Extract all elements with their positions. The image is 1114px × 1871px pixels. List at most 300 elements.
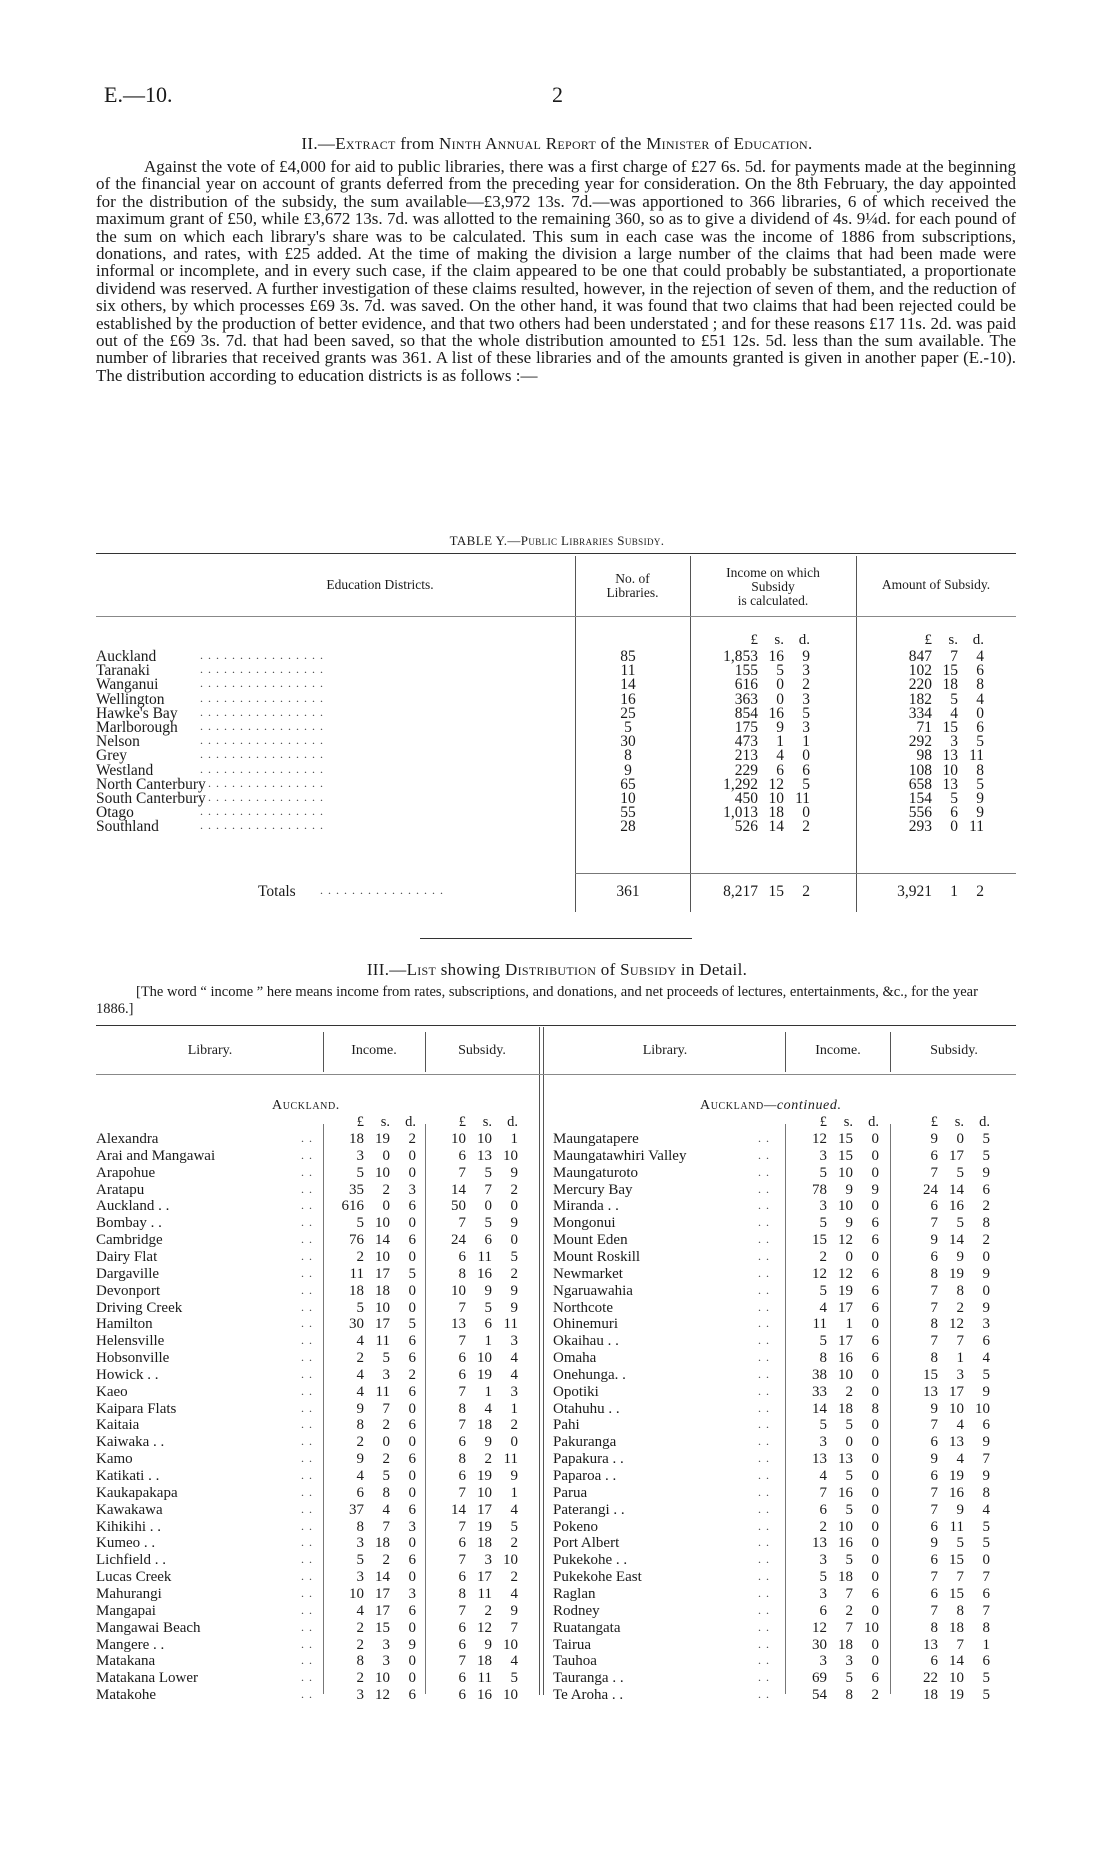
leader-dots: . . [758,1552,770,1567]
subsidy-amount: 24 6 0 [451,1232,518,1249]
library-row [96,1502,522,1519]
library-row [553,1417,994,1434]
library-row [96,1316,522,1333]
subsidy-amount: 6 11 5 [930,1518,990,1535]
library-row [96,1485,522,1502]
library-name: Newmarket [553,1265,623,1282]
leader-dots: . . . . . . . . . . . . . . . . [200,690,324,705]
leader-dots: . . [758,1670,770,1685]
subsidy-amount: 6 17 2 [458,1569,518,1586]
income-amount: 3 18 0 [356,1535,416,1552]
leader-dots: . . [758,1501,770,1516]
library-row [96,1300,522,1317]
leader-dots: . . . . . . . . . . . . . . . . [200,747,324,762]
library-count: 14 [620,676,636,694]
subsidy-amount: 8 1 4 [930,1350,990,1367]
library-row [553,1401,994,1418]
leader-dots: . . . . . . . . . . . . . . . . [200,818,324,833]
library-name: Matakohe [96,1687,156,1704]
subsidy-amount: 102 15 6 [908,662,984,680]
library-name: Maungatawhiri Valley [553,1147,687,1164]
income-amount: 15 12 6 [812,1232,879,1249]
library-name: Raglan [553,1585,596,1602]
income-amount: 363 0 3 [734,690,810,708]
library-row [553,1232,994,1249]
library-row [553,1485,994,1502]
leader-dots: . . [758,1535,770,1550]
income-amount: 37 4 6 [349,1501,416,1518]
table-3-left-income-units: £ s. d. [356,1114,416,1130]
leader-dots: . . [301,1131,313,1145]
library-name: Mount Eden [553,1232,628,1249]
leader-dots: . . [301,1569,313,1584]
leader-dots: . . [758,1602,770,1617]
income-amount: 5 10 0 [356,1164,416,1181]
income-amount: 8 3 0 [356,1653,416,1670]
library-row [96,1401,522,1418]
library-name: Aratapu [96,1181,145,1198]
district-name: North Canterbury [96,775,206,793]
library-row [96,1165,522,1182]
income-amount: 8 2 6 [356,1417,416,1434]
subsidy-amount: 13 17 9 [923,1383,990,1400]
income-amount: 4 5 0 [819,1468,879,1484]
subsidy-amount: 8 19 9 [930,1265,990,1282]
leader-dots: . . [758,1147,770,1162]
table-3-head-rule [96,1074,1016,1075]
library-name: Tauhoa [553,1653,597,1670]
table-3-left-subsidy-units: £ s. d. [458,1114,518,1130]
library-name: Ohinemuri [553,1316,618,1333]
library-row [96,1333,522,1350]
library-name: Tauranga . . [553,1670,624,1687]
district-name: Southland [96,818,159,836]
library-row [553,1384,994,1401]
district-name: Taranaki [96,662,150,680]
leader-dots: . . [758,1232,770,1247]
library-row [553,1637,994,1654]
leader-dots: . . . . . . . . . . . . . . . . [200,648,324,662]
leader-dots: . . [301,1215,313,1230]
library-row [96,1586,522,1603]
library-name: Devonport [96,1282,161,1299]
subsidy-amount: 18 19 5 [923,1687,990,1704]
library-row [96,1367,522,1384]
income-amount: 6 2 0 [819,1602,879,1619]
library-row [553,1266,994,1283]
table-y-row [0,818,1114,835]
subsidy-amount: 658 13 5 [908,775,984,793]
library-count: 5 [624,719,632,736]
income-amount: 5 5 0 [819,1417,879,1434]
table-y-totals-label: Totals [258,883,296,900]
income-amount: 9 7 0 [356,1400,416,1417]
leader-dots: . . [758,1215,770,1230]
library-name: Mangapai [96,1602,156,1619]
subsidy-amount: 6 19 9 [930,1468,990,1484]
subsidy-amount: 8 12 3 [930,1316,990,1333]
library-row [96,1637,522,1654]
income-amount: 3 3 0 [819,1653,879,1670]
table-3-col-income-right: Income. [815,1043,861,1058]
leader-dots: . . [301,1265,313,1280]
subsidy-amount: 71 15 6 [916,719,984,736]
leader-dots: . . [301,1383,313,1398]
subsidy-amount: 7 10 1 [458,1484,518,1501]
library-row [96,1519,522,1536]
document-code: E.—10. [104,82,173,107]
leader-dots: . . [758,1585,770,1600]
table-3-right-col-divider-1 [785,1032,786,1072]
library-row [96,1569,522,1586]
library-name: Pukekohe . . [553,1552,628,1569]
subsidy-amount: 6 10 4 [458,1350,518,1367]
library-name: Mercury Bay [553,1181,633,1198]
library-row [96,1417,522,1434]
library-row [553,1535,994,1552]
library-name: Mongonui [553,1215,616,1232]
leader-dots: . . [301,1333,313,1348]
subsidy-amount: 6 14 6 [930,1653,990,1670]
leader-dots: . . [758,1248,770,1263]
library-row [553,1552,994,1569]
income-amount: 35 2 3 [349,1181,416,1198]
library-row [96,1552,522,1569]
subsidy-amount: 7 19 5 [458,1518,518,1535]
library-count: 10 [620,790,636,807]
income-amount: 12 12 6 [812,1265,879,1282]
income-amount: 4 11 6 [356,1383,416,1400]
library-row [553,1653,994,1670]
subsidy-amount: 7 1 3 [458,1383,518,1400]
library-row [553,1198,994,1215]
subsidy-amount: 7 2 9 [458,1602,518,1619]
subsidy-amount: 7 5 9 [930,1164,990,1181]
leader-dots: . . [301,1198,313,1213]
library-name: Kaipara Flats [96,1400,177,1417]
district-name: Wanganui [96,676,159,694]
library-row [96,1232,522,1249]
subsidy-amount: 13 7 1 [923,1636,990,1653]
library-name: Maungaturoto [553,1164,638,1181]
income-amount: 8 16 6 [819,1350,879,1367]
table-3-col-library-right: Library. [642,1043,688,1058]
income-amount: 4 11 6 [356,1333,416,1350]
income-amount: 155 5 3 [734,662,810,680]
table-y-col-count: No. of Libraries. [606,571,659,600]
leader-dots: . . [301,1501,313,1516]
income-amount: 30 18 0 [812,1636,879,1653]
leader-dots: . . [758,1619,770,1634]
subsidy-amount: 7 5 9 [458,1215,518,1232]
library-name: Bombay . . [96,1215,162,1232]
income-amount: 229 6 6 [734,761,810,779]
leader-dots: . . [758,1181,770,1196]
subsidy-amount: 6 13 10 [458,1147,518,1164]
income-amount: 33 2 0 [812,1383,879,1400]
income-amount: 2 10 0 [356,1248,416,1265]
income-amount: 11 1 0 [812,1316,879,1333]
library-name: Kaitaia [96,1417,140,1434]
leader-dots: . . . . . . . . . . . . . . . . [200,719,324,733]
subsidy-amount: 22 10 5 [923,1670,990,1687]
subsidy-amount: 6 15 6 [930,1585,990,1602]
library-row [96,1131,522,1148]
library-row [553,1333,994,1350]
library-count: 30 [620,733,636,751]
subsidy-amount: 7 7 7 [930,1569,990,1586]
leader-dots: . . [758,1316,770,1331]
district-name: Westland [96,761,154,779]
subsidy-amount: 7 18 2 [458,1417,518,1434]
library-name: Kawakawa [96,1501,163,1518]
library-name: Katikati . . [96,1468,160,1484]
income-amount: 2 15 0 [356,1619,416,1636]
leader-dots: . . [758,1198,770,1213]
leader-dots: . . . . . . . . . . . . . . . . [200,704,324,719]
leader-dots: . . [758,1333,770,1348]
leader-dots: . . [301,1147,313,1162]
leader-dots: . . [301,1451,313,1466]
library-name: Arapohue [96,1164,156,1181]
leader-dots: . . [758,1451,770,1466]
library-row [96,1603,522,1620]
district-name: Grey [96,747,127,765]
district-name: Otago [96,804,134,822]
income-amount: 5 10 0 [356,1215,416,1232]
leader-dots: . . [758,1131,770,1145]
library-name: Northcote [553,1299,613,1316]
library-count: 25 [620,704,636,722]
income-amount: 2 3 9 [356,1636,416,1653]
subsidy-amount: 6 11 5 [458,1248,518,1265]
table-y-income-units: £ s. d. [750,632,810,648]
library-name: Lichfield . . [96,1552,166,1569]
library-name: Matakana Lower [96,1670,199,1687]
library-name: Hobsonville [96,1350,170,1367]
income-amount: 854 16 5 [734,704,810,722]
income-amount: 69 5 6 [812,1670,879,1687]
library-name: Lucas Creek [96,1569,172,1586]
income-amount: 616 0 6 [341,1198,416,1215]
library-name: Ruatangata [553,1619,621,1636]
library-name: Kamo [96,1451,133,1468]
subsidy-amount: 7 8 7 [930,1602,990,1619]
income-amount: 3 15 0 [819,1147,879,1164]
subsidy-amount: 293 0 11 [908,818,984,836]
leader-dots: . . [301,1468,313,1482]
library-count: 65 [620,775,636,793]
subsidy-amount: 847 7 4 [908,648,984,665]
table-y-col-subsidy: Amount of Subsidy. [881,577,991,592]
section-3-title: III.—List showing Distribution of Subsidy in Detail. [366,960,748,979]
leader-dots: . . [301,1670,313,1685]
library-count: 85 [620,648,636,665]
table-y-totals-rule [575,873,1016,874]
library-name: Cambridge [96,1232,163,1249]
subsidy-amount: 8 16 2 [458,1265,518,1282]
subsidy-amount: 6 9 10 [458,1636,518,1653]
library-name: Howick . . [96,1366,159,1383]
table-y-totals-income: 8,217 15 2 [723,883,810,900]
income-amount: 3 0 0 [356,1147,416,1164]
leader-dots: . . [301,1585,313,1600]
leader-dots: . . . . . . . . . . . . . . . . [200,804,324,819]
subsidy-amount: 8 4 1 [458,1400,518,1417]
library-name: Ngaruawahia [553,1282,633,1299]
library-row [553,1670,994,1687]
page-number: 2 [552,82,563,107]
income-amount: 38 10 0 [812,1366,879,1383]
library-count: 9 [624,761,632,779]
subsidy-amount: 7 5 8 [930,1215,990,1232]
district-name: Auckland [96,648,157,665]
subsidy-amount: 7 8 0 [930,1282,990,1299]
library-name: Mangawai Beach [96,1619,201,1636]
library-name: Dairy Flat [96,1248,158,1265]
income-amount: 5 10 0 [819,1164,879,1181]
library-name: Arai and Mangawai [96,1147,216,1164]
income-amount: 4 17 6 [819,1299,879,1316]
leader-dots: . . . . . . . . . . . . . . . . [200,790,324,804]
income-amount: 54 8 2 [812,1687,879,1704]
section-3-note: [The word “ income ” here means income from rates, subscriptions, and donations, and net proceeds of lectures, entertainments, &c., for the year 1886.] [96,984,978,1017]
library-name: Alexandra [96,1131,159,1147]
library-count: 55 [620,804,636,822]
table-3-region-right: Auckland—continued. [700,1098,842,1113]
income-amount: 175 9 3 [734,719,810,736]
library-row [553,1131,994,1148]
library-name: Driving Creek [96,1299,183,1316]
subsidy-amount: 7 5 9 [458,1299,518,1316]
subsidy-amount: 9 4 7 [930,1451,990,1468]
income-amount: 3 0 0 [819,1434,879,1451]
subsidy-amount: 6 17 5 [930,1147,990,1164]
library-name: Otahuhu . . [553,1400,620,1417]
leader-dots: . . [301,1417,313,1432]
table-y-col-income: Income on which Subsidy is calculated. [726,565,820,608]
leader-dots: . . [301,1350,313,1365]
income-amount: 13 13 0 [812,1451,879,1468]
leader-dots: . . [301,1518,313,1533]
table-3-col-subsidy-right: Subsidy. [930,1043,978,1058]
leader-dots: . . [758,1350,770,1365]
income-amount: 2 0 0 [356,1434,416,1451]
library-row [553,1148,994,1165]
leader-dots: . . . . . . . . . . . . . . . . [200,662,324,677]
library-name: Paparoa . . [553,1468,617,1484]
table-3-col-income-left: Income. [351,1043,397,1058]
table-y-head-rule [96,616,1016,617]
table-y-top-rule [96,553,1016,554]
leader-dots: . . [301,1535,313,1550]
library-row [96,1670,522,1687]
library-name: Opotiki [553,1383,599,1400]
library-row [553,1182,994,1199]
library-row [553,1586,994,1603]
subsidy-amount: 24 14 6 [923,1181,990,1198]
income-amount: 3 10 0 [819,1198,879,1215]
district-name: South Canterbury [96,790,206,807]
library-count: 28 [620,818,636,836]
income-amount: 14 18 8 [812,1400,879,1417]
income-amount: 2 0 0 [819,1248,879,1265]
library-name: Onehunga. . [553,1366,626,1383]
leader-dots: . . [301,1687,313,1702]
income-amount: 6 5 0 [819,1501,879,1518]
income-amount: 5 17 6 [819,1333,879,1350]
library-name: Maungatapere [553,1131,639,1147]
table-3-right-col-divider-2 [890,1032,891,1072]
library-name: Kihikihi . . [96,1518,162,1535]
subsidy-amount: 8 18 8 [930,1619,990,1636]
leader-dots: . . [758,1569,770,1584]
library-row [96,1249,522,1266]
subsidy-amount: 154 5 9 [908,790,984,807]
library-name: Rodney [553,1602,600,1619]
leader-dots: . . [758,1164,770,1179]
library-name: Mangere . . [96,1636,165,1653]
library-row [96,1535,522,1552]
district-name: Hawke's Bay [96,704,178,722]
income-amount: 5 18 0 [819,1569,879,1586]
library-name: Parua [553,1484,588,1501]
leader-dots: . . [758,1383,770,1398]
library-row [96,1148,522,1165]
leader-dots: . . [758,1653,770,1668]
leader-dots: . . [758,1299,770,1314]
subsidy-amount: 6 19 9 [458,1468,518,1484]
library-row [96,1283,522,1300]
leader-dots: . . [758,1434,770,1449]
table-3-center-divider [539,1027,540,1695]
leader-dots: . . [301,1619,313,1634]
library-name: Mahurangi [96,1585,162,1602]
subsidy-amount: 220 18 8 [908,676,984,694]
subsidy-amount: 7 2 9 [930,1299,990,1316]
income-amount: 526 14 2 [734,818,810,836]
leader-dots: . . [301,1484,313,1499]
income-amount: 5 2 6 [356,1552,416,1569]
library-row [96,1350,522,1367]
leader-dots: . . . . . . . . . . . . . . . . [200,775,324,790]
library-name: Pahi [553,1417,580,1434]
leader-dots: . . [301,1232,313,1247]
subsidy-amount: 10 10 1 [451,1131,518,1147]
table-y-subsidy-units: £ s. d. [924,632,984,648]
table-y-col-district: Education Districts. [326,577,434,592]
library-row [96,1434,522,1451]
leader-dots: . . [758,1282,770,1297]
leader-dots: . . [758,1468,770,1482]
district-name: Marlborough [96,719,178,736]
library-row [96,1468,522,1485]
table-y-totals-subsidy: 3,921 1 2 [897,883,984,900]
income-amount: 450 10 11 [734,790,810,807]
subsidy-amount: 292 3 5 [908,733,984,751]
income-amount: 76 14 6 [349,1232,416,1249]
table-3-right-income-units: £ s. d. [819,1114,879,1130]
subsidy-amount: 556 6 9 [908,804,984,822]
library-name: Pokeno [553,1518,598,1535]
income-amount: 1,853 16 9 [723,648,810,665]
income-amount: 3 7 6 [819,1585,879,1602]
library-name: Hamilton [96,1316,153,1333]
income-amount: 12 15 0 [812,1131,879,1147]
subsidy-amount: 7 1 3 [458,1333,518,1350]
table-3-left-col-divider-2 [425,1032,426,1072]
subsidy-amount: 6 11 5 [458,1670,518,1687]
